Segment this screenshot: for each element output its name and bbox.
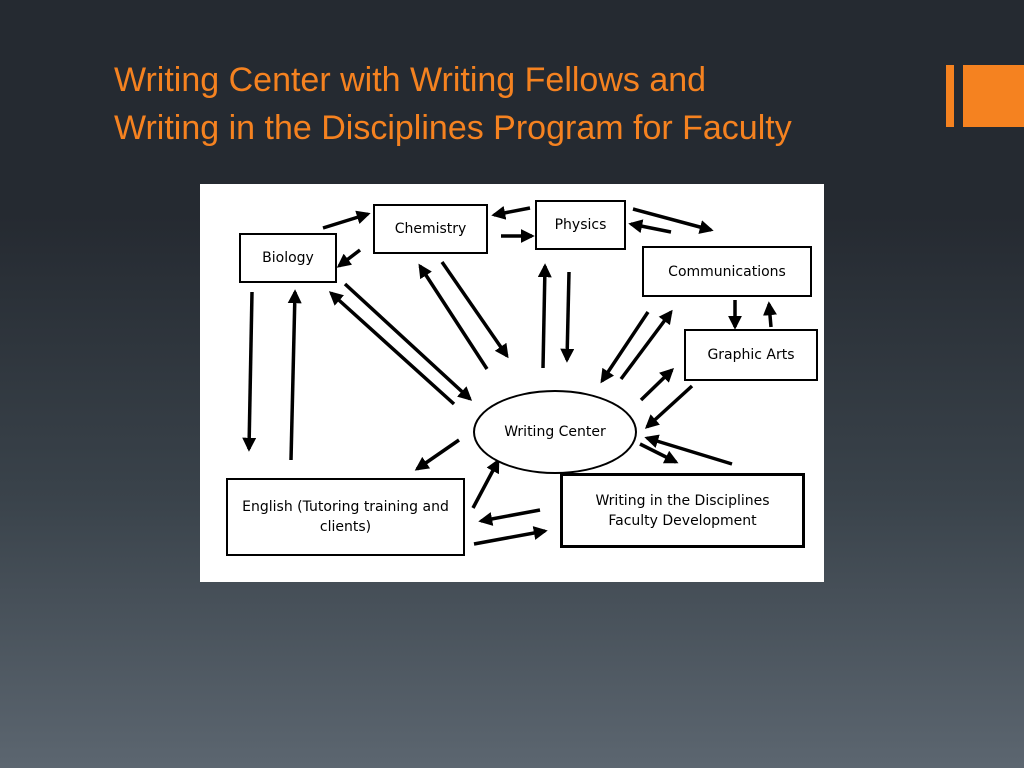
node-biology-label: Biology: [262, 250, 314, 266]
arrow-chemistry-to-writing-center: [442, 262, 507, 356]
slide-title-line-1: Writing Center with Writing Fellows and: [114, 61, 707, 99]
node-biology: [239, 233, 337, 283]
slide-title-line-2: Writing in the Disciplines Program for Faculty: [114, 109, 792, 147]
node-writing-in-the-disciplines: [560, 473, 805, 548]
node-english: [226, 478, 465, 556]
node-graphic-arts: [684, 329, 818, 381]
arrow-physics-to-writing-center: [567, 272, 569, 360]
arrow-communications-to-writing-center: [602, 312, 648, 381]
arrow-biology-to-english: [249, 292, 252, 449]
node-communications: [642, 246, 812, 297]
node-english-label: English (Tutoring training and clients): [242, 499, 449, 535]
arrow-english-to-wid: [474, 531, 545, 544]
arrow-writing-center-to-graphic-arts: [641, 370, 672, 400]
arrow-graphic-arts-to-communications: [769, 304, 771, 327]
arrow-physics-to-chemistry: [494, 208, 530, 215]
arrow-writing-center-to-physics: [543, 266, 545, 368]
node-chemistry-label: Chemistry: [394, 221, 467, 237]
arrow-graphic-arts-to-writing-center: [647, 386, 692, 427]
node-chemistry: [373, 204, 488, 254]
node-communications-label: Communications: [668, 263, 786, 280]
node-writing-center: [473, 390, 637, 474]
node-wid-label: Writing in the Disciplines Faculty Development: [595, 492, 770, 529]
node-writing-center-label: Writing Center: [504, 424, 606, 440]
arrow-chemistry-to-biology: [339, 250, 360, 266]
flow-diagram: [200, 184, 824, 582]
arrow-english-to-biology: [291, 292, 295, 460]
arrow-wid-to-writing-center: [647, 438, 732, 464]
arrow-wid-to-english: [481, 510, 540, 521]
arrow-biology-to-chemistry: [323, 214, 368, 228]
slide-title: [114, 56, 934, 152]
accent-bar-thick: [963, 65, 1024, 127]
arrow-writing-center-to-communications: [621, 312, 671, 379]
node-physics: [535, 200, 626, 250]
arrow-writing-center-to-english: [417, 440, 459, 469]
accent-bar-thin: [946, 65, 954, 127]
arrow-writing-center-to-biology: [331, 293, 454, 404]
arrow-biology-to-writing-center: [345, 284, 470, 399]
node-physics-label: Physics: [554, 217, 607, 233]
arrow-english-to-writing-center: [473, 461, 498, 508]
arrow-communications-to-physics: [631, 224, 671, 232]
node-graphic-arts-label: Graphic Arts: [707, 347, 795, 363]
